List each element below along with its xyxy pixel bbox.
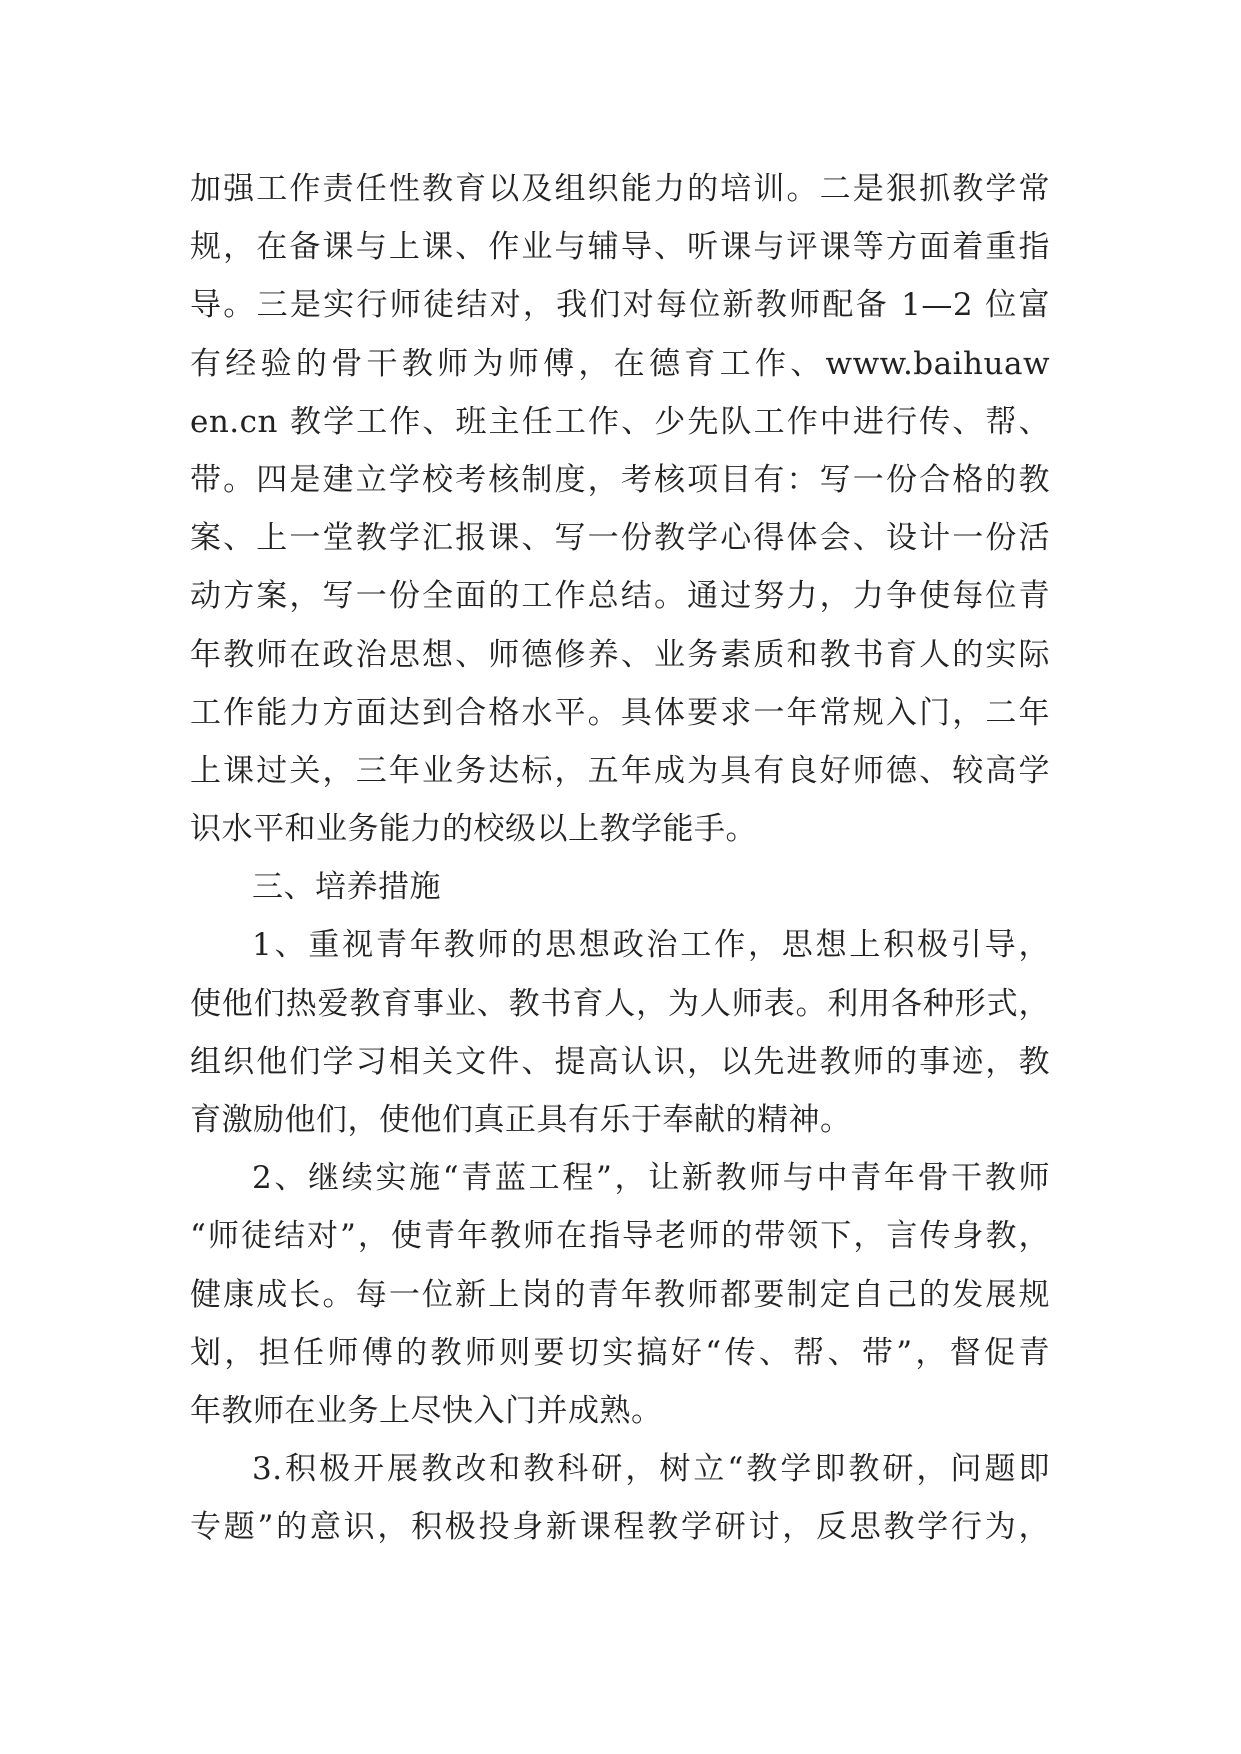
text-line: 2、继续实施“青蓝工程”，让新教师与中青年骨干教师: [252, 1160, 1050, 1197]
text-line: 动方案，写一份全面的工作总结。通过努力，力争使每位青: [190, 578, 1050, 615]
text-line: 上课过关，三年业务达标，五年成为具有良好师德、较高学: [190, 752, 1050, 789]
body-text: [190, 160, 1050, 1557]
text-line: 1、重视青年教师的思想政治工作，思想上积极引导，: [252, 927, 1050, 964]
section-heading: 三、培养措施: [252, 869, 441, 906]
text-line: 3.积极开展教改和教科研，树立“教学即教研，问题即: [252, 1451, 1050, 1488]
text-line: 工作能力方面达到合格水平。具体要求一年常规入门，二年: [190, 694, 1050, 731]
text-line: 组织他们学习相关文件、提高认识，以先进教师的事迹，教: [190, 1043, 1050, 1080]
text-line: 有经验的骨干教师为师傅，在德育工作、www.baihuaw: [190, 345, 1050, 382]
text-line: 年教师在政治思想、师德修养、业务素质和教书育人的实际: [190, 636, 1050, 673]
text-line: en.cn 教学工作、班主任工作、少先队工作中进行传、帮、: [190, 403, 1050, 440]
text-line: 带。四是建立学校考核制度，考核项目有：写一份合格的教: [190, 461, 1050, 498]
text-line: 识水平和业务能力的校级以上教学能手。: [190, 811, 757, 848]
text-line: 导。三是实行师徒结对，我们对每位新教师配备 1—2 位富: [190, 287, 1050, 324]
text-line: 育激励他们，使他们真正具有乐于奉献的精神。: [190, 1102, 852, 1138]
text-line: 年教师在业务上尽快入门并成熟。: [190, 1392, 663, 1429]
text-line: 规，在备课与上课、作业与辅导、听课与评课等方面着重指: [190, 229, 1050, 266]
text-line: 使他们热爱教育事业、教书育人，为人师表。利用各种形式，: [190, 985, 1050, 1022]
text-line: 健康成长。每一位新上岗的青年教师都要制定自己的发展规: [190, 1276, 1050, 1313]
text-line: 加强工作责任性教育以及组织能力的培训。二是狠抓教学常: [190, 171, 1050, 207]
text-line: 案、上一堂教学汇报课、写一份教学心得体会、设计一份活: [190, 520, 1050, 557]
text-line: 划，担任师傅的教师则要切实搞好“传、帮、带”，督促青: [190, 1334, 1050, 1371]
text-line: “师徒结对”，使青年教师在指导老师的带领下，言传身教，: [190, 1218, 1050, 1255]
text-line: 专题”的意识，积极投身新课程教学研讨，反思教学行为，: [190, 1509, 1050, 1546]
